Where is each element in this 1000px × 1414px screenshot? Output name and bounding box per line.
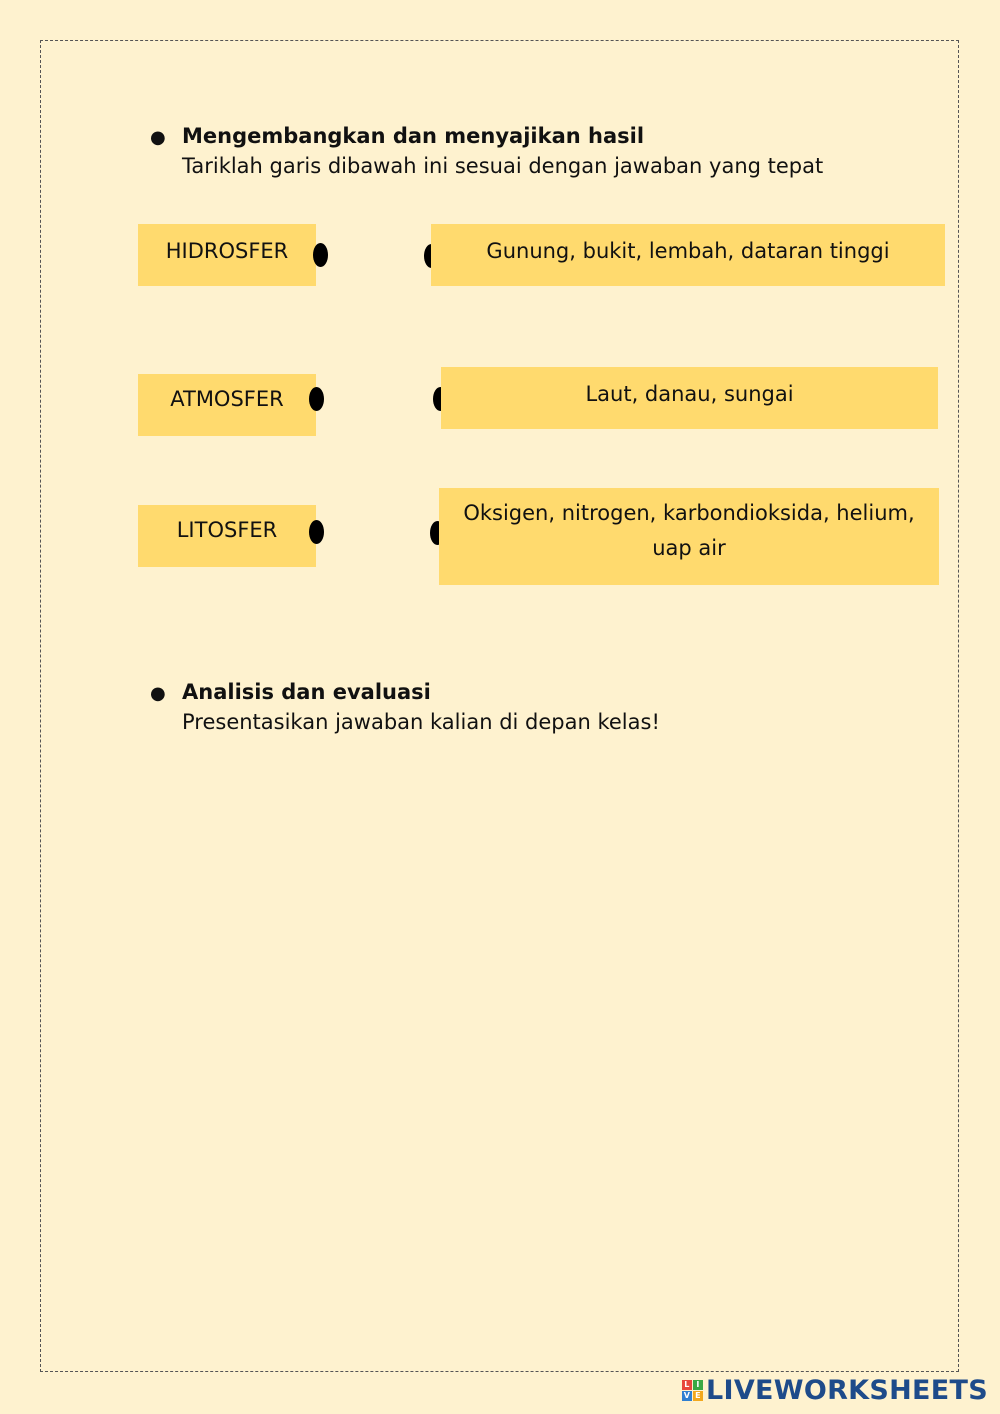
left-item-label: HIDROSFER [165, 239, 289, 263]
liveworksheets-logo [682, 1375, 988, 1406]
right-item-gases [439, 488, 939, 585]
section-heading: Analisis dan evaluasi [182, 680, 431, 704]
right-item-landforms [431, 224, 945, 286]
left-connector-dot[interactable] [309, 520, 324, 544]
left-connector-dot[interactable] [309, 387, 324, 411]
right-item-waters [441, 367, 938, 429]
right-item-label: Oksigen, nitrogen, karbondioksida, helium, uap air [463, 501, 915, 560]
section-heading: Mengembangkan dan menyajikan hasil [182, 124, 645, 148]
logo-grid-icon: L I V E [682, 1380, 703, 1401]
left-connector-dot[interactable] [313, 243, 328, 267]
right-item-label: Laut, danau, sungai [585, 382, 794, 406]
instruction-text: Tariklah garis dibawah ini sesuai dengan jawaban yang tepat [182, 154, 824, 178]
left-item-litosfer [138, 505, 316, 567]
logo-text: LIVEWORKSHEETS [705, 1375, 988, 1406]
left-item-atmosfer [138, 374, 316, 436]
left-item-hidrosfer [138, 224, 316, 286]
instruction-text: Presentasikan jawaban kalian di depan kelas! [182, 710, 660, 734]
bullet-icon: ● [150, 683, 166, 704]
right-item-label: Gunung, bukit, lembah, dataran tinggi [486, 239, 890, 263]
left-item-label: ATMOSFER [170, 387, 284, 411]
bullet-icon: ● [150, 127, 166, 148]
left-item-label: LITOSFER [176, 518, 278, 542]
section-develop [150, 124, 910, 178]
section-analysis [150, 680, 910, 734]
